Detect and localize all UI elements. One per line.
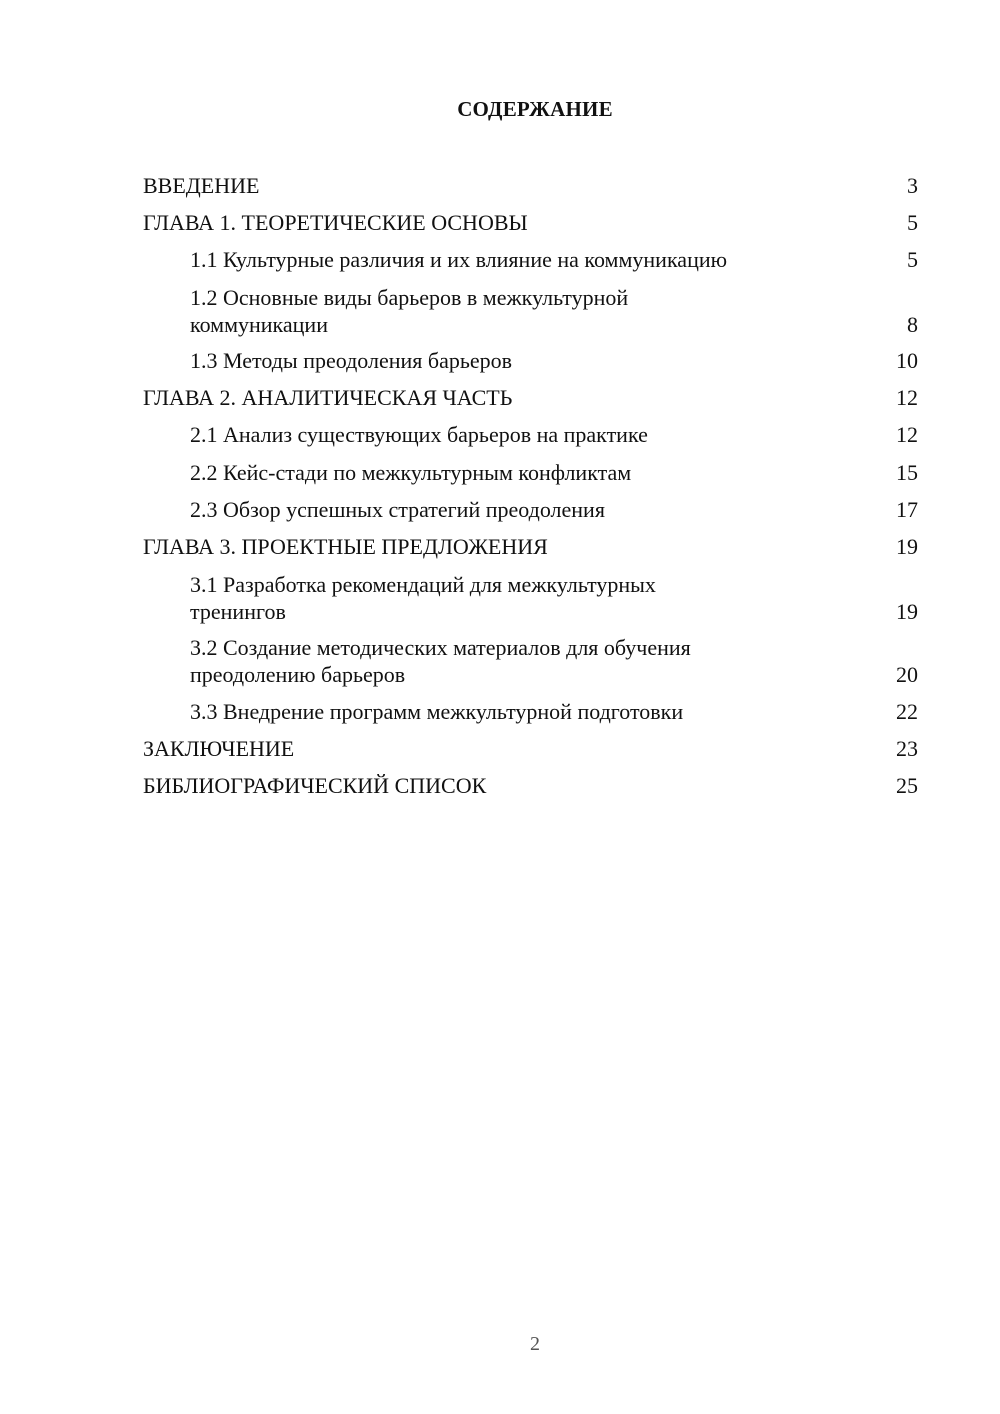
toc-entry-title: БИБЛИОГРАФИЧЕСКИЙ СПИСОК: [143, 773, 487, 798]
toc-entry-page: 10: [896, 348, 918, 373]
toc-entry-title: 3.1 Разработка рекомендаций для межкультурных тренингов: [190, 572, 656, 624]
toc-entry-page: 23: [896, 736, 918, 761]
toc-entry-title: ГЛАВА 1. ТЕОРЕТИЧЕСКИЕ ОСНОВЫ: [143, 210, 528, 235]
toc-entry-page: 15: [896, 460, 918, 485]
toc-entry-title: 2.2 Кейс-стади по межкультурным конфликтам: [190, 460, 632, 485]
toc-entry-title: 2.3 Обзор успешных стратегий преодоления: [190, 497, 605, 522]
toc-entry-page: 20: [896, 662, 918, 687]
toc-entry-title: ГЛАВА 2. АНАЛИТИЧЕСКАЯ ЧАСТЬ: [143, 385, 513, 410]
toc-entry-title: ГЛАВА 3. ПРОЕКТНЫЕ ПРЕДЛОЖЕНИЯ: [143, 534, 548, 559]
toc-entry-page: 12: [896, 422, 918, 447]
toc-entry-title: 1.1 Культурные различия и их влияние на коммуникацию: [190, 247, 728, 272]
toc-entry-page: 5: [907, 210, 918, 235]
toc-entry-page: 17: [896, 497, 918, 522]
toc-entry-title: 1.2 Основные виды барьеров в межкультурной коммуникации: [190, 285, 629, 337]
toc-entry-title: 1.3 Методы преодоления барьеров: [190, 348, 513, 373]
page-number: 2: [530, 1333, 540, 1355]
toc-entry-title: 2.1 Анализ существующих барьеров на практике: [190, 422, 648, 447]
toc-entry-title: 3.2 Создание методических материалов для обучения преодолению барьеров: [190, 635, 691, 687]
toc-entry-title: ВВЕДЕНИЕ: [143, 173, 260, 198]
toc-entry-page: 19: [896, 534, 918, 559]
toc-entry-title: 3.3 Внедрение программ межкультурной подготовки: [190, 699, 684, 724]
toc-title: СОДЕРЖАНИЕ: [457, 97, 613, 121]
toc-entry-page: 12: [896, 385, 918, 410]
toc-entry-title: ЗАКЛЮЧЕНИЕ: [143, 736, 295, 761]
toc-entry-page: 25: [896, 773, 918, 798]
toc-entry-page: 8: [907, 312, 918, 337]
toc-entry-page: 5: [907, 247, 918, 272]
toc-entry-page: 22: [896, 699, 918, 724]
toc-entry-page: 19: [896, 599, 918, 624]
toc-entry-page: 3: [907, 173, 918, 198]
